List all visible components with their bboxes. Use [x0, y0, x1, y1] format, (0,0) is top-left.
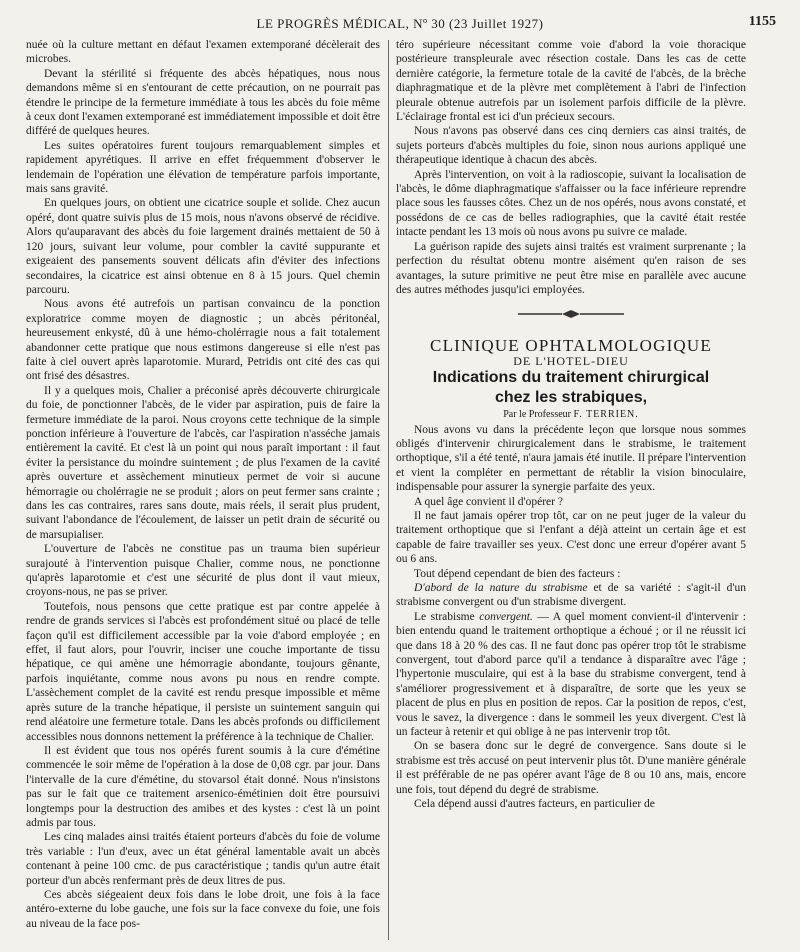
paragraph: Nous n'avons pas observé dans ces cinq derniers cas ainsi traités, de sujets porteurs d'abcès multiples du foie, sinon nous aurions appliqué une thérapeutique identique à chacun des abcès.: [396, 125, 746, 167]
paragraph: L'ouverture de l'abcès ne constitue pas un trauma bien supérieur surajouté à l'intervention puisque Chalier, comme nous, ne ponctionne qu'après laparotomie et c'est une sécurité de plus dont il vaut mieux, croyons-nous, ne pas se priver.: [26, 543, 380, 599]
right-column: [396, 38, 746, 944]
paragraph: Après l'intervention, on voit à la radioscopie, suivant la localisation de l'abcès, le dôme diaphragmatique s'affaisser ou la face inférieure reprendre place sous les fausses côtes. Chez un de nos opérés, nous avons constaté, et possédons de ce cas de belles radiographies, que la cavité était restée intacte pendant les 13 mois où nous avons pu suivre ce malade.: [396, 168, 746, 239]
article-title: [396, 368, 746, 408]
paragraph: Tout dépend cependant de bien des facteurs :: [414, 567, 621, 580]
paragraph: En quelques jours, on obtient une cicatrice souple et solide. Chez aucun opéré, dont quatre suivis plus de 15 mois, nous n'avons observé de récidive. Alors qu'auparavant des abcès du foie largement drainés mettaient de 50 à 120 jours, suivant leur volume, pour combler la cavité suppurante et exigeaient des pansements souvent délicats afin d'éviter des infections secondaires, la cicatrice est ainsi obtenue en 8 à 15 jours. Quel chemin parcouru.: [26, 197, 380, 296]
paragraph: Nous avons été autrefois un partisan convaincu de la ponction exploratrice comme moyen de diagnostic ; un abcès péritonéal, heureusement enkysté, dû à une hémo-cholérragie nous a fait totalement abandonner cette pratique que nous estimons dangereuse si elle n'est pas faite à ciel ouvert après laparotomie. Murard, Petridis ont cité des cas qui ont frisé des désastres.: [26, 298, 380, 383]
paragraph: Les cinq malades ainsi traités étaient porteurs d'abcès du foie de volume très variable : l'un d'eux, avec un état général lamentable avait un abcès contenant à peine 100 cmc. de pus caractéristique ; tandis qu'un autre était porteur d'un abcès renfermant près de deux litres de pus.: [26, 831, 380, 887]
left-column: [26, 38, 380, 944]
italic-lead: D'abord de la nature du strabisme: [414, 582, 588, 594]
section-ornament-icon: [516, 309, 626, 319]
page-number: 1155: [748, 14, 776, 29]
column-divider: [388, 40, 389, 940]
paragraph: Ces abcès siégeaient deux fois dans le lobe droit, une fois à la face antéro-externe du lobe gauche, une fois sur la face convexe du foie, une fois au niveau de la face pos-: [26, 888, 380, 930]
paragraph-rest: et de sa variété : s'agit-il d'un strabisme convergent ou d'un strabisme divergent.: [396, 582, 746, 609]
paragraph-rest: — A quel moment convient-il d'intervenir : bien entendu quand le traitement orthoptique a échoué ; or il ne réussit ici que dans 18 à 20 % des cas. Il ne faut donc pas opérer trop tôt le strabisme convergent, tout d'abord parce qu'il a tendance à disparaître avec l'âge ; l'hypertonie musculaire, qui est à la base du strabisme convergent, tend à s'améliorer progressivement et à disparaître, de sorte que les yeux se placent de plus en plus en position de repos. Car la position de repos, c'est, vous le savez, la divergence : dans le sommeil les yeux divergent. C'est là un facteur à retenir et qui oblige à ne pas intervenir trop tôt.: [396, 610, 746, 739]
byline-prefix: Par le Professeur: [503, 409, 571, 421]
byline: [396, 408, 746, 422]
paragraph: Devant la stérilité si fréquente des abcès hépatiques, nous nous demandons même si en s'entourant de cette précaution, on ne pourrait pas étendre le principe de la fermeture immédiate à tous les abcès du foie même à ceux dont l'examen extemporané est immédiatement impossible et doit être différé de quelques heures.: [26, 67, 380, 138]
paragraph: Il est évident que tous nos opérés furent soumis à la cure d'émétine commencée le soir même de l'opération à la dose de 0,08 cgr. par jour. Dans l'intervalle de la cure d'émétine, du stovarsol était donné. Nous n'insistons pas sur le fait que ce traitement arsenico-émétinien doit être poursuivi longtemps pour la destruction des amibes et des kystes : c'est là un point admis par tous.: [26, 744, 380, 829]
section-subheading: DE L'HOTEL-DIEU: [513, 353, 629, 368]
paragraph: Toutefois, nous pensons que cette pratique est par contre appelée à rendre de grands services si l'abcès est profondément situé ou placé de telle façon qu'il est difficilement accessible par la voie d'abord employée ; en effet, il faut alors, pour l'ouvrir, inciser une couche importante de tissu hépatique, ce qui amène une hémorragie abondante, toujours gênante, parfois inquiétante, comme nous avons pu nous en rendre compte. L'assèchement complet de la cavité est rendu presque impossible et même après suture de la tranche hépatique, il persiste un suintement sanguin qui rend aléatoire une fermeture totale. Dans les abcès profonds ou difficilement accessibles nous donnons nettement la préférence à la technique de Chalier.: [26, 600, 380, 743]
article-title-line-1: Indications du traitement chirurgical: [432, 369, 710, 387]
paragraph: Il ne faut jamais opérer trop tôt, car on ne peut juger de la valeur du traitement orthoptique que si l'enfant a déjà atteint un certain âge et est capable de faire travailler ses yeux. C'est donc une erreur d'opérer avant 5 ou 6 ans.: [396, 509, 746, 566]
paragraph: téro supérieure nécessitant comme voie d'abord la voie thoracique postérieure transpleurale avec résection costale. Dans les cas de cette dernière catégorie, la fermeture totale de la cavité de l'abcès, de la brèche diaphragmatique et de la plèvre met complètement à l'abri de l'infection pleurale obtenue autrefois par un isolement parfois difficile de la plèvre. L'éclairage frontal est ici d'un précieux secours.: [396, 39, 746, 124]
paragraph: [396, 610, 746, 740]
italic-term: convergent.: [479, 610, 533, 623]
paragraph-lead: Le strabisme: [414, 610, 480, 623]
running-title: LE PROGRÈS MÉDICAL, Nº 30 (23 Juillet 1927): [256, 16, 544, 31]
paragraph: Nous avons vu dans la précédente leçon que lorsque nous sommes obligés d'intervenir chirurgicalement dans le strabisme, le traitement orthoptique, s'il a été tenté, n'aura jamais été inutile. Il prépare l'intervention et vient la compléter en permettant de rétablir la vision binoculaire, indispensable pour assurer la synergie parfaite des yeux.: [396, 423, 746, 494]
paragraph: Les suites opératoires furent toujours remarquablement simples et rapidement apyrétiques. Il arrive en effet fréquemment d'observer le lendemain de l'opération une élévation de température parfois importante, mais sans gravité.: [26, 139, 380, 196]
byline-author: F. TERRIEN.: [573, 409, 639, 421]
section-heading: CLINIQUE OPHTALMOLOGIQUE: [430, 336, 712, 356]
paragraph: La guérison rapide des sujets ainsi traités est vraiment surprenante ; la perfection du résultat obtenu montre aisément qu'en raison de ses avantages, la suture primitive ne peut être mise en parallèle avec aucune des autres méthodes jusqu'ici employées.: [396, 240, 746, 296]
paragraph: Il y a quelques mois, Chalier a préconisé après découverte chirurgicale du foie, de ponctionner l'abcès, de le vider par aspiration, puis de faire la fermeture immédiate de la paroi. Nous croyons cette technique de la simple ponction inférieure à l'ouverture de l'abcès, car l'aspiration n'asséche jamais entièrement la cavité. Et c'est là un point qui nous paraît important : il faut éviter la persistance du moindre suintement ; de plus l'examen de la cavité après ouverture et assèchement minutieux permet de voir si aucune hémorragie ou cholérragie ne se produit ; alors on peut fermer sans crainte ; dans les cas contraires, rares sans doute, mais réels, il serait plus prudent, suivant l'abondance de l'écoulement, de laisser un petit drain de sécurité ou de marsupialiser.: [26, 384, 380, 541]
paragraph: Cela dépend aussi d'autres facteurs, en particulier de: [414, 798, 655, 811]
paragraph: On se basera donc sur le degré de convergence. Sans doute si le strabisme est très accusé on peut intervenir plus tôt. D'une manière générale il est préférable de ne pas opérer avant l'âge de 8 ou 10 ans, mais, encore une fois, tout dépend du degré de strabisme.: [396, 740, 746, 796]
paragraph: [396, 581, 746, 610]
page-header: [0, 0, 800, 40]
paragraph: A quel âge convient il d'opérer ?: [414, 495, 563, 508]
paragraph: nuée où la culture mettant en défaut l'examen extemporané décèlerait des microbes.: [26, 39, 380, 66]
article-title-line-2: chez les strabiques,: [494, 389, 648, 407]
